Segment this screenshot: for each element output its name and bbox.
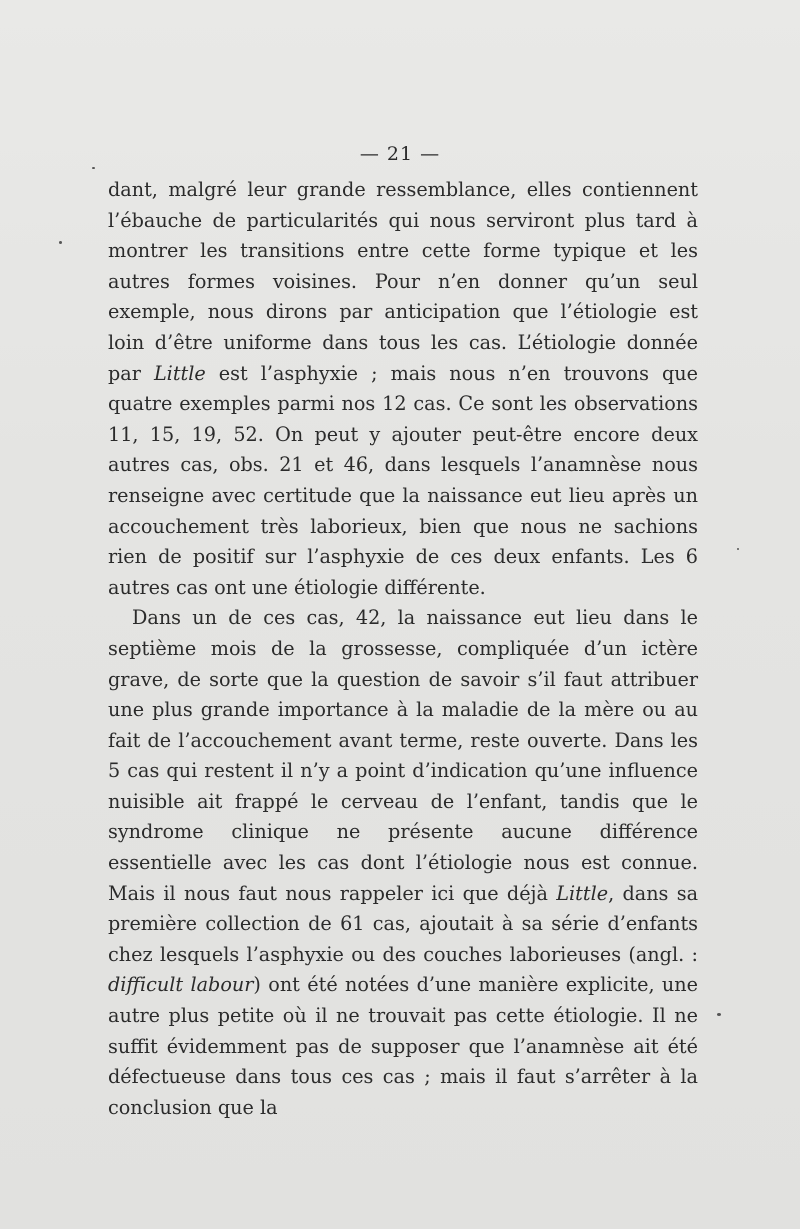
page-number: — 21 — <box>359 143 441 165</box>
text-run: , dans sa première collection de 61 cas, ajoutait à sa série d’enfants chez lesquels l’asphyxie ou des couches laborieuses (angl. : <box>108 881 699 966</box>
paper-speck <box>92 167 95 169</box>
paper-speck <box>59 241 62 244</box>
italic-text: Little <box>153 361 206 385</box>
italic-text: Little <box>556 881 609 905</box>
italic-text: difficult labour <box>108 973 254 997</box>
paper-speck <box>737 548 739 550</box>
paragraph-1 <box>108 175 698 603</box>
body-text <box>108 175 698 1123</box>
text-run: dant, malgré leur grande ressemblance, elles contiennent l’ébauche de particularités qui nous serviront plus tard à montrer les transitions entre cette forme typique et les autres formes voisines. Pour n’en donner qu’un seul exemple, nous dirons par anticipation que l’étiologie est loin d’être uniforme dans tous les cas. L’étiologie donnée par <box>108 178 698 385</box>
text-run: Dans un de ces cas, 42, la naissance eut lieu dans le septième mois de la grossesse, compliquée d’un ictère grave, de sorte que la question de savoir s’il faut attribuer une plus grande importance à la maladie de la mère ou au fait de l’accouchement avant terme, reste ouverte. Dans les 5 cas qui restent il n’y a point d’indication qu’une influence nuisible ait frappé le cerveau de l’enfant, tandis que le syndrome clinique ne présente aucune différence essentielle avec les cas dont l’étiologie nous est connue. Mais il nous faut nous rappeler ici que déjà <box>108 606 698 905</box>
paper-speck <box>717 1013 721 1016</box>
text-run: ) ont été notées d’une manière explicite, une autre plus petite où il ne trouvait pas cette étiologie. Il ne suffit évidemment pas de supposer que l’anamnèse ait été défectueuse dans tous ces cas ; mais il faut s’arrêter à la conclusion que la <box>108 973 699 1119</box>
paragraph-2 <box>108 603 698 1123</box>
text-run: est l’asphyxie ; mais nous n’en trouvons que quatre exemples parmi nos 12 cas. Ce sont les observations 11, 15, 19, 52. On peut y ajouter peut-être encore deux autres cas, obs. 21 et 46, dans lesquels l’anamnèse nous renseigne avec certitude que la naissance eut lieu après un accouchement très laborieux, bien que nous ne sachions rien de positif sur l’asphyxie de ces deux enfants. Les 6 autres cas ont une étiologie différente. <box>108 361 698 599</box>
